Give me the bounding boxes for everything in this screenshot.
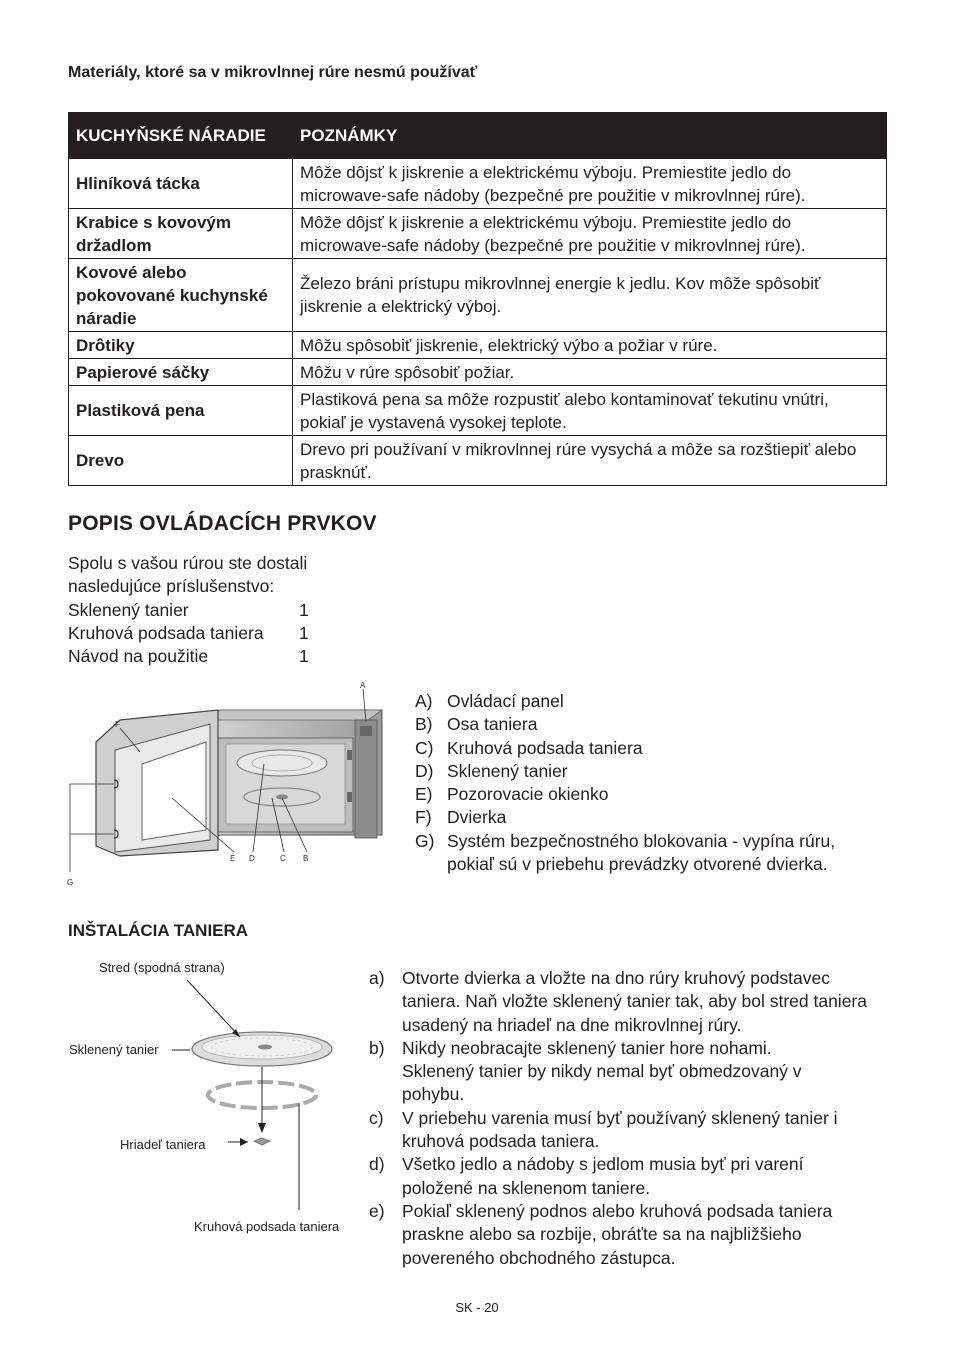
- list-item: [415, 806, 885, 829]
- accessory-qty: 1: [299, 622, 309, 643]
- table-row: [69, 159, 887, 209]
- list-item: [415, 830, 885, 877]
- accessories-intro: Spolu s vašou rúrou ste dostali nasledujúce príslušenstvo:: [68, 553, 308, 597]
- list-key: C): [415, 737, 434, 758]
- list-text: V priebehu varenia musí byť používaný sklenený tanier i kruhová podsada taniera.: [402, 1107, 838, 1152]
- label-ring: Kruhová podsada taniera: [194, 1219, 340, 1234]
- table-row: [69, 436, 887, 486]
- label-g: G: [67, 878, 74, 887]
- accessory-qty: 1: [299, 646, 309, 667]
- list-item: [369, 1200, 879, 1270]
- cell-item: Papierové sáčky: [69, 359, 293, 386]
- list-key: b): [369, 1037, 385, 1058]
- label-shaft: Hriadeľ taniera: [120, 1137, 206, 1152]
- cell-note: Plastiková pena sa môže rozpustiť alebo kontaminovať tekutinu vnútri, pokiaľ je vystavená vysokej teplote.: [293, 386, 887, 436]
- accessory-qty: 1: [299, 599, 309, 620]
- list-item: [415, 783, 885, 806]
- list-item: [68, 599, 368, 622]
- accessory-name: Kruhová podsada taniera: [68, 622, 264, 643]
- list-text: Pokiaľ sklenený podnos alebo kruhová podsada taniera praskne alebo sa rozbije, obráťte sa na najbližšieho povereného obchodného zástupca.: [402, 1200, 833, 1268]
- list-key: D): [415, 760, 434, 781]
- cell-item: Drôtiky: [69, 332, 293, 359]
- table-header-row: [69, 113, 887, 159]
- label-b: B: [303, 854, 309, 863]
- parts-list: [415, 690, 885, 876]
- list-key: F): [415, 807, 432, 828]
- list-text: Otvorte dvierka a vložte na dno rúry kruhový podstavec taniera. Naň vložte sklenený tanier tak, aby bol stred taniera usadený na hriadeľ na dne mikrovlnnej rúry.: [402, 968, 867, 1035]
- list-item: [415, 760, 885, 783]
- list-key: a): [369, 968, 385, 988]
- materials-heading: Materiály, ktoré sa v mikrovlnnej rúre nesmú používať: [68, 64, 478, 81]
- cell-note: Môžu v rúre spôsobiť požiar.: [293, 359, 887, 386]
- cell-item: Plastiková pena: [69, 386, 293, 436]
- table-row: [69, 332, 887, 359]
- list-key: e): [369, 1200, 385, 1221]
- label-f: F: [115, 720, 120, 729]
- page-number: SK - 20: [455, 1300, 499, 1315]
- list-key: c): [369, 1107, 384, 1128]
- cell-note: Drevo pri používaní v mikrovlnnej rúre vysychá a môže sa rozštiepiť alebo prasknúť.: [293, 436, 887, 486]
- list-text: Nikdy neobracajte sklenený tanier hore nohami. Sklenený tanier by nikdy nemal byť obmedzovaný v pohybu.: [402, 1037, 802, 1105]
- list-key: A): [415, 691, 433, 711]
- list-item: [369, 1107, 879, 1154]
- table-row: [69, 209, 887, 259]
- cell-note: Môžu spôsobiť jiskrenie, elektrický výbo a požiar v rúre.: [293, 332, 887, 359]
- list-item: [369, 1037, 879, 1107]
- cell-note: Môže dôjsť k jiskrenie a elektrickému výboju. Premiestite jedlo do microwave-safe nádoby (bezpečné pre použitie v mikrovlnnej rúre).: [293, 159, 887, 209]
- label-e: E: [230, 854, 236, 863]
- table-row: [69, 386, 887, 436]
- cell-item: Krabice s kovovým držadlom: [69, 209, 293, 259]
- table-row: [69, 359, 887, 386]
- list-key: G): [415, 830, 435, 851]
- list-item: [68, 645, 368, 668]
- list-key: B): [415, 714, 433, 735]
- cell-item: Hliníková tácka: [69, 159, 293, 209]
- label-plate: Sklenený tanier: [69, 1042, 159, 1057]
- microwave-diagram: [60, 680, 400, 895]
- list-item: [415, 690, 885, 713]
- turntable-diagram: [62, 955, 362, 1240]
- label-c: C: [280, 854, 286, 863]
- table-row: [69, 259, 887, 332]
- accessory-name: Sklenený tanier: [68, 599, 189, 620]
- column-header-item: KUCHYŇSKÉ NÁRADIE: [69, 113, 293, 159]
- list-text: Kruhová podsada taniera: [447, 737, 643, 758]
- list-item: [369, 1153, 879, 1200]
- list-text: Osa taniera: [447, 714, 538, 735]
- list-text: Dvierka: [447, 807, 507, 828]
- list-text: Sklenený tanier: [447, 760, 568, 781]
- accessory-name: Návod na použitie: [68, 646, 209, 667]
- list-text: Všetko jedlo a nádoby s jedlom musia byť pri varení položené na sklenenom taniere.: [402, 1154, 804, 1198]
- list-item: [415, 713, 885, 736]
- label-d: D: [249, 854, 255, 863]
- cell-note: Môže dôjsť k jiskrenie a elektrickému výboju. Premiestite jedlo do microwave-safe nádoby (bezpečné pre použitie v mikrovlnnej rúre).: [293, 209, 887, 259]
- cell-item: Kovové alebo pokovované kuchynské náradie: [69, 259, 293, 332]
- install-heading: INŠTALÁCIA TANIERA: [68, 921, 249, 940]
- cell-item: Drevo: [69, 436, 293, 486]
- list-key: E): [415, 784, 433, 805]
- label-center: Stred (spodná strana): [99, 960, 225, 975]
- cell-note: Železo bráni prístupu mikrovlnnej energie k jedlu. Kov môže spôsobiť jiskrenie a elektrický výboj.: [293, 259, 887, 332]
- list-text: Pozorovacie okienko: [447, 784, 609, 805]
- label-a: A: [360, 681, 366, 690]
- list-text: Ovládací panel: [447, 691, 564, 711]
- list-item: [415, 737, 885, 760]
- list-key: d): [369, 1154, 385, 1175]
- list-text: Systém bezpečnostného blokovania - vypína rúru, pokiaľ sú v priebehu prevádzky otvorené dvierka.: [447, 830, 836, 875]
- list-item: [369, 967, 879, 1037]
- materials-table: [68, 112, 887, 486]
- list-item: [68, 622, 368, 645]
- install-steps: [369, 967, 879, 1270]
- column-header-note: POZNÁMKY: [293, 113, 887, 159]
- accessories-block: [68, 552, 368, 668]
- controls-heading: POPIS OVLÁDACÍCH PRVKOV: [68, 512, 377, 535]
